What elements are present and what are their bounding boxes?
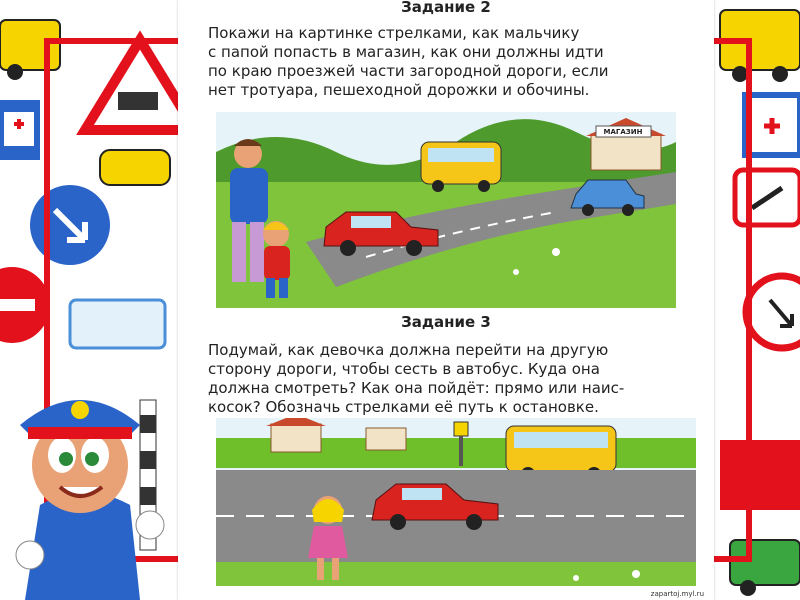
bus-icon [421, 142, 501, 192]
task2-illustration [216, 112, 676, 308]
task3-line: Подумай, как девочка должна перейти на другую [208, 341, 609, 359]
workbook-page [178, 0, 714, 600]
task2-line: Покажи на картинке стрелками, как мальчику [208, 24, 580, 42]
shop-sign-label: МАГАЗИН [603, 128, 643, 136]
task3-line: должна смотреть? Как она пойдёт: прямо или наис- [208, 379, 625, 397]
task2-line: нет тротуара, пешеходной дорожки и обочины. [208, 81, 590, 99]
task3-title: Задание 3 [401, 313, 491, 331]
police-officer-character-icon [0, 355, 180, 600]
task3-line: косок? Обозначь стрелками её путь к остановке. [208, 398, 599, 416]
task2-instructions [208, 24, 688, 100]
task2-title: Задание 2 [401, 0, 491, 16]
task2-line: по краю проезжей части загородной дороги, если [208, 62, 609, 80]
task2-line: с папой попасть в магазин, как они должны идти [208, 43, 604, 61]
first-aid-sign-icon [0, 100, 40, 160]
source-watermark: zapartoj.myl.ru [650, 590, 704, 598]
task3-illustration [216, 418, 696, 586]
task3-instructions [208, 341, 688, 417]
down-arrow-sign-icon [746, 276, 800, 348]
task3-line: сторону дороги, чтобы сесть в автобус. Куда она [208, 360, 600, 378]
ambulance-sign-icon [745, 95, 800, 155]
